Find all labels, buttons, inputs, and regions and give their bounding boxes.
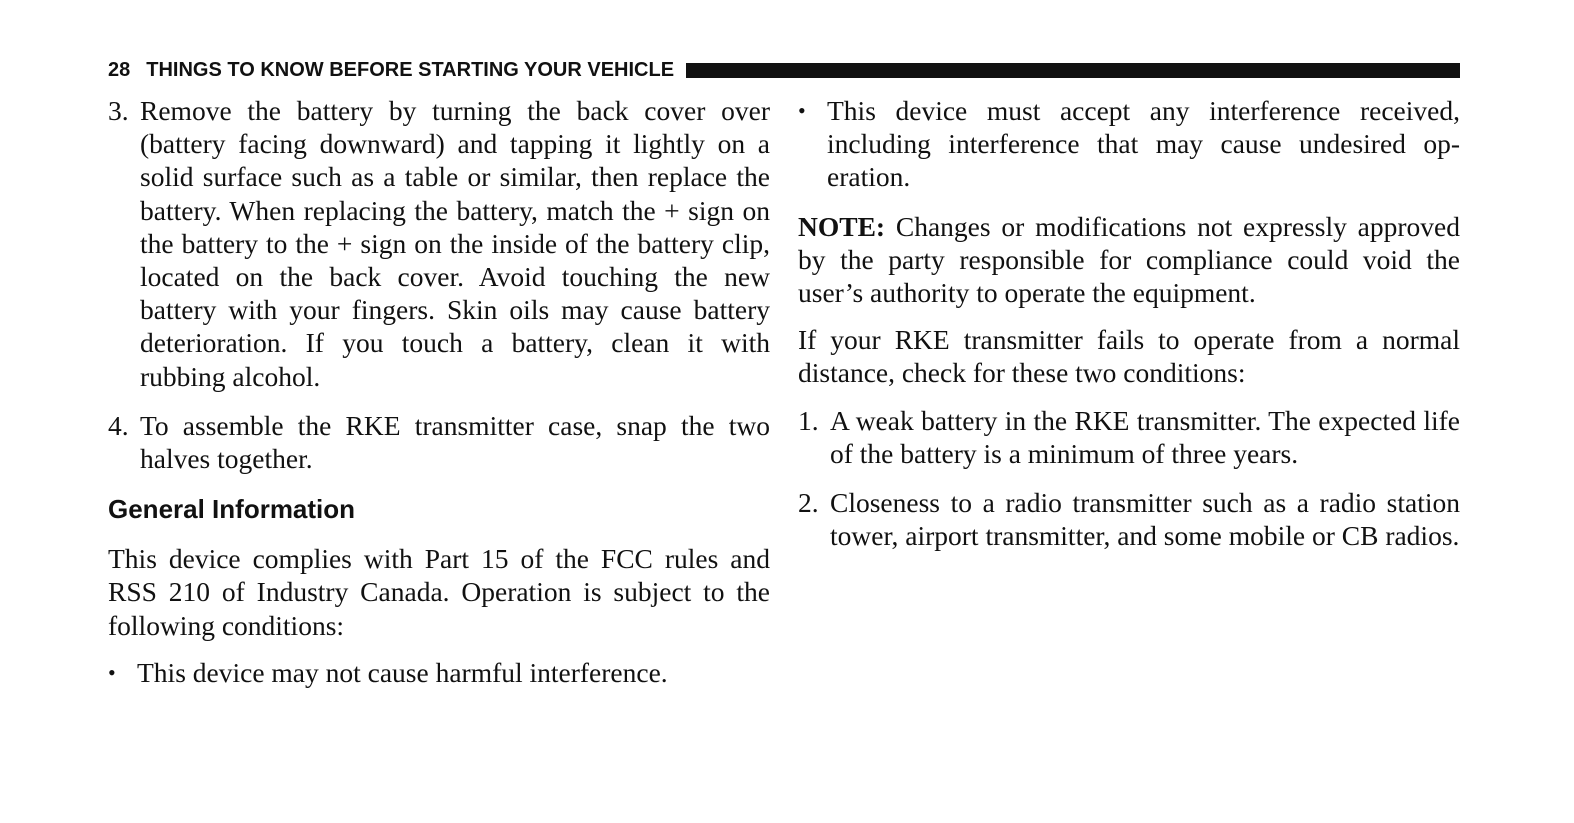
rke-troubleshoot-paragraph: If your RKE transmitter fails to operate from a normal distance, check for these two conditions:	[798, 324, 1460, 389]
right-column	[798, 94, 1460, 568]
step-4	[108, 409, 770, 475]
step-4-number: 4.	[108, 409, 129, 441]
section-title: THINGS TO KNOW BEFORE STARTING YOUR VEHICLE	[146, 58, 675, 81]
page-number: 28	[108, 58, 131, 81]
step-3-text: Remove the battery by turning the back cover over (battery facing downward) and tapping it lightly on a solid surface such as a table or similar, then replace the battery. When replacing the battery, match the + sign on the battery to the + sign on the inside of the battery clip, located on the back cover. Avoid touching the new battery with your fingers. Skin oils may cause battery deterioration. If you touch a battery, clean it with rubbing alcohol.	[140, 95, 770, 392]
step-3-number: 3.	[108, 95, 129, 126]
condition-bullet-2-text: This device must accept any interference received, including interference that may cause undesired op-eration.	[827, 95, 1460, 193]
note-paragraph	[798, 210, 1460, 310]
rke-condition-2-text: Closeness to a radio transmitter such as a radio station tower, airport transmitter, and some mobile or CB radios.	[830, 487, 1460, 552]
step-3	[108, 94, 770, 393]
left-column	[108, 94, 770, 705]
condition-bullet-1-text: This device may not cause harmful interference.	[137, 656, 668, 688]
step-4-text: To assemble the RKE transmitter case, snap the two halves together.	[140, 409, 770, 475]
header-rule	[686, 63, 1460, 78]
page-header	[108, 58, 1460, 82]
condition-bullet-1	[108, 656, 770, 689]
rke-condition-1	[798, 404, 1460, 470]
rke-condition-2	[798, 486, 1460, 552]
condition-bullet-2	[798, 94, 1460, 194]
fcc-compliance-paragraph: This device complies with Part 15 of the FCC rules and RSS 210 of Industry Canada. Operation is subject to the following conditions:	[108, 543, 770, 641]
rke-condition-1-number: 1.	[798, 404, 819, 436]
note-text: Changes or modifications not expressly approved by the party responsible for compliance could void the user’s authority to operate the equipment.	[798, 210, 1460, 309]
bullet-icon: •	[108, 659, 116, 685]
rke-condition-2-number: 2.	[798, 487, 819, 519]
rke-condition-1-text: A weak battery in the RKE transmitter. The expected life of the battery is a minimum of three years.	[830, 404, 1460, 469]
note-label: NOTE:	[798, 210, 886, 242]
bullet-icon: •	[798, 98, 806, 123]
general-information-heading: General Information	[108, 494, 356, 525]
